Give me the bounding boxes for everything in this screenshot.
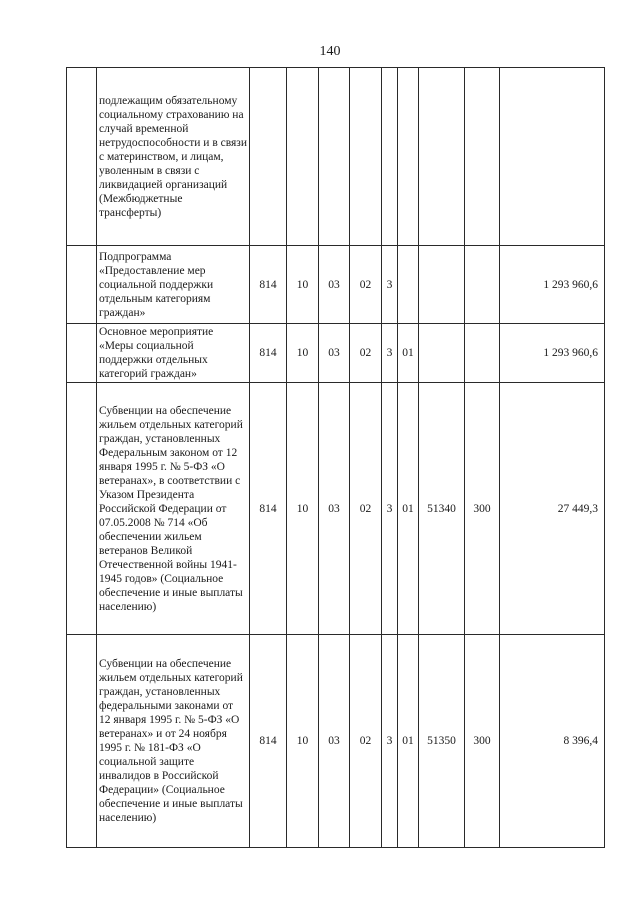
program-code-cell: 02 (350, 383, 382, 635)
ministry-code-cell: 814 (250, 383, 287, 635)
program-code-cell: 02 (350, 246, 382, 324)
ministry-code-cell: 814 (250, 635, 287, 848)
program-code-cell (350, 68, 382, 246)
amount-cell: 27 449,3 (500, 383, 605, 635)
amount-cell (500, 68, 605, 246)
direction-code-cell: 51340 (419, 383, 465, 635)
expense-type-code-cell: 300 (465, 635, 500, 848)
subsection-code-cell: 03 (319, 246, 350, 324)
main-measure-code-cell: 01 (398, 324, 419, 383)
section-code-cell: 10 (287, 635, 319, 848)
main-measure-code-cell (398, 246, 419, 324)
subsection-code-cell (319, 68, 350, 246)
section-code-cell: 10 (287, 383, 319, 635)
section-code-cell: 10 (287, 324, 319, 383)
table-row (67, 68, 605, 246)
main-measure-code-cell (398, 68, 419, 246)
subprogram-code-cell: 3 (382, 635, 398, 848)
table-row (67, 246, 605, 324)
section-code-cell (287, 68, 319, 246)
ministry-code-cell: 814 (250, 324, 287, 383)
direction-code-cell (419, 324, 465, 383)
name-cell: Субвенции на обеспечение жильем отдельных категорий граждан, установленных федеральными законами от 12 января 1995 г. № 5-ФЗ «О ветеранах» и от 24 ноября 1995 г. № 181-ФЗ «О социальной защите инвалидов в Российской Федерации» (Социальное обеспечение и иные выплаты населению) (97, 635, 250, 848)
ministry-code-cell: 814 (250, 246, 287, 324)
name-cell: Подпрограмма «Предоставление мер социальной поддержки отдельным категориям граждан» (97, 246, 250, 324)
table-row (67, 635, 605, 848)
direction-code-cell (419, 68, 465, 246)
expense-type-code-cell (465, 246, 500, 324)
row-number-cell (67, 246, 97, 324)
subprogram-code-cell (382, 68, 398, 246)
page-number: 140 (319, 44, 341, 59)
row-number-cell (67, 635, 97, 848)
ministry-code-cell (250, 68, 287, 246)
program-code-cell: 02 (350, 635, 382, 848)
subprogram-code-cell: 3 (382, 383, 398, 635)
row-number-cell (67, 383, 97, 635)
table-row (67, 383, 605, 635)
row-number-cell (67, 68, 97, 246)
name-cell: Субвенции на обеспечение жильем отдельных категорий граждан, установленных Федеральным законом от 12 января 1995 г. № 5-ФЗ «О ветеранах», в соответствии с Указом Президента Российской Федерации от 07.05.2008 № 714 «Об обеспечении жильем ветеранов Великой Отечественной войны 1941-1945 годов» (Социальное обеспечение и иные выплаты населению) (97, 383, 250, 635)
section-code-cell: 10 (287, 246, 319, 324)
expense-type-code-cell: 300 (465, 383, 500, 635)
row-number-cell (67, 324, 97, 383)
subprogram-code-cell: 3 (382, 324, 398, 383)
table-row (67, 324, 605, 383)
amount-cell: 1 293 960,6 (500, 246, 605, 324)
subprogram-code-cell: 3 (382, 246, 398, 324)
name-cell: подлежащим обязательному социальному страхованию на случай временной нетрудоспособности и в связи с материнством, и лицам, уволенным в связи с ликвидацией организаций (Межбюджетные трансферты) (97, 68, 250, 246)
subsection-code-cell: 03 (319, 324, 350, 383)
main-measure-code-cell: 01 (398, 383, 419, 635)
amount-cell: 1 293 960,6 (500, 324, 605, 383)
direction-code-cell: 51350 (419, 635, 465, 848)
name-cell: Основное мероприятие «Меры социальной поддержки отдельных категорий граждан» (97, 324, 250, 383)
direction-code-cell (419, 246, 465, 324)
subsection-code-cell: 03 (319, 635, 350, 848)
expense-type-code-cell (465, 68, 500, 246)
expense-type-code-cell (465, 324, 500, 383)
amount-cell: 8 396,4 (500, 635, 605, 848)
main-measure-code-cell: 01 (398, 635, 419, 848)
program-code-cell: 02 (350, 324, 382, 383)
subsection-code-cell: 03 (319, 383, 350, 635)
budget-table (66, 67, 605, 848)
